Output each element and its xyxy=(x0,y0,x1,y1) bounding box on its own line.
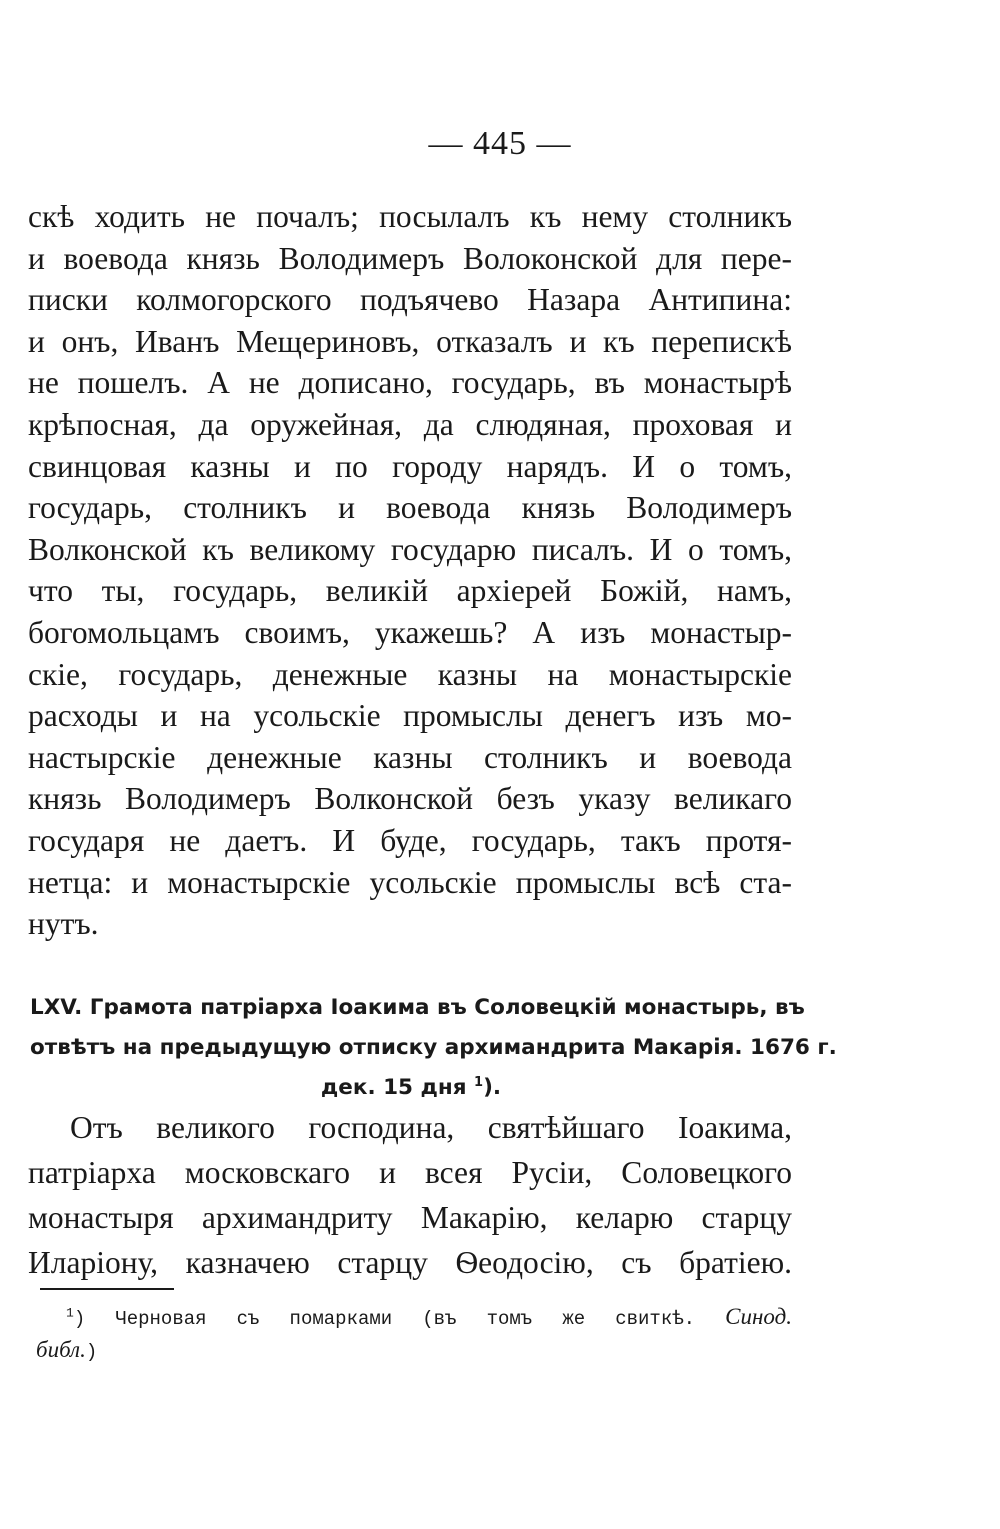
body-text xyxy=(28,196,792,945)
text-line: патріарха московскаго и всея Русіи, Соловецкого xyxy=(28,1155,792,1190)
text-line: нутъ. xyxy=(28,906,99,942)
text-line: монастыря архимандриту Макарію, келарю старцу xyxy=(28,1200,792,1235)
footnote-line xyxy=(36,1333,792,1366)
text-line: скіе, государь, денежные казны на монастырскіе xyxy=(28,656,792,692)
footnote-end: ) xyxy=(85,1341,98,1363)
text-line: скѣ ходить не почалъ; посылалъ къ нему столникъ xyxy=(28,199,792,234)
text-line: и онъ, Иванъ Мещериновъ, отказалъ и къ перепискѣ xyxy=(28,323,792,359)
text-line: князь Володимеръ Волконской безъ указу великаго xyxy=(28,781,792,817)
heading-end: ). xyxy=(483,1075,502,1100)
footnote-divider xyxy=(40,1288,174,1290)
text-line: Отъ великого господина, святѣйшаго Іоакима, xyxy=(70,1110,792,1145)
text-line: настырскіе денежные казны столникъ и воевода xyxy=(28,739,792,775)
text-line: государь, столникъ и воевода князь Володимеръ xyxy=(28,490,792,526)
heading-date: дек. 15 дня xyxy=(320,1075,467,1100)
page-number: — 445 — xyxy=(428,125,572,162)
footnote-line xyxy=(36,1300,792,1333)
text-line: не пошелъ. А не дописано, государь, въ монастырѣ xyxy=(28,365,792,401)
footnote xyxy=(36,1300,792,1366)
text-line: крѣпосная, да оружейная, да слюдяная, проховая и xyxy=(28,406,792,442)
footnote-italic: Синод. xyxy=(725,1304,792,1329)
footnote-text: ) Черновая съ помарками (въ томъ же свиткѣ. xyxy=(73,1308,696,1330)
text-line: Иларіону, казначею старцу Ѳеодосію, съ братіею. xyxy=(28,1245,792,1280)
heading-line xyxy=(30,1068,792,1108)
text-line: свинцовая казны и по городу нарядъ. И о томъ, xyxy=(28,448,792,484)
section-heading xyxy=(30,988,837,1108)
text-line: богомольцамъ своимъ, укажешь? А изъ монастыр- xyxy=(28,614,792,650)
text-line: государя не даетъ. И буде, государь, такъ протя- xyxy=(28,822,792,858)
text-line: и воевода князь Володимеръ Волоконской для пере- xyxy=(28,240,792,276)
text-line: писки колмогорского подъячево Назара Антипина: xyxy=(28,282,792,318)
letter-text xyxy=(28,1105,792,1285)
text-line: Волконской къ великому государю писалъ. И о томъ, xyxy=(28,531,792,567)
footnote-reference: 1 xyxy=(474,1074,484,1090)
text-line: расходы и на усольскіе промыслы денегъ изъ мо- xyxy=(28,698,792,734)
heading-line: LXV. Грамота патріарха Іоакима въ Соловецкій монастырь, въ xyxy=(30,995,805,1020)
heading-line: отвѣтъ на предыдущую отписку архимандрита Макарія. 1676 г. xyxy=(30,1035,837,1060)
text-line: что ты, государь, великій архіерей Божій, намъ, xyxy=(28,573,792,609)
footnote-marker: 1 xyxy=(66,1305,74,1321)
text-line: нетца: и монастырскіе усольскіе промыслы всѣ ста- xyxy=(28,864,792,900)
footnote-italic: библ. xyxy=(36,1337,86,1362)
